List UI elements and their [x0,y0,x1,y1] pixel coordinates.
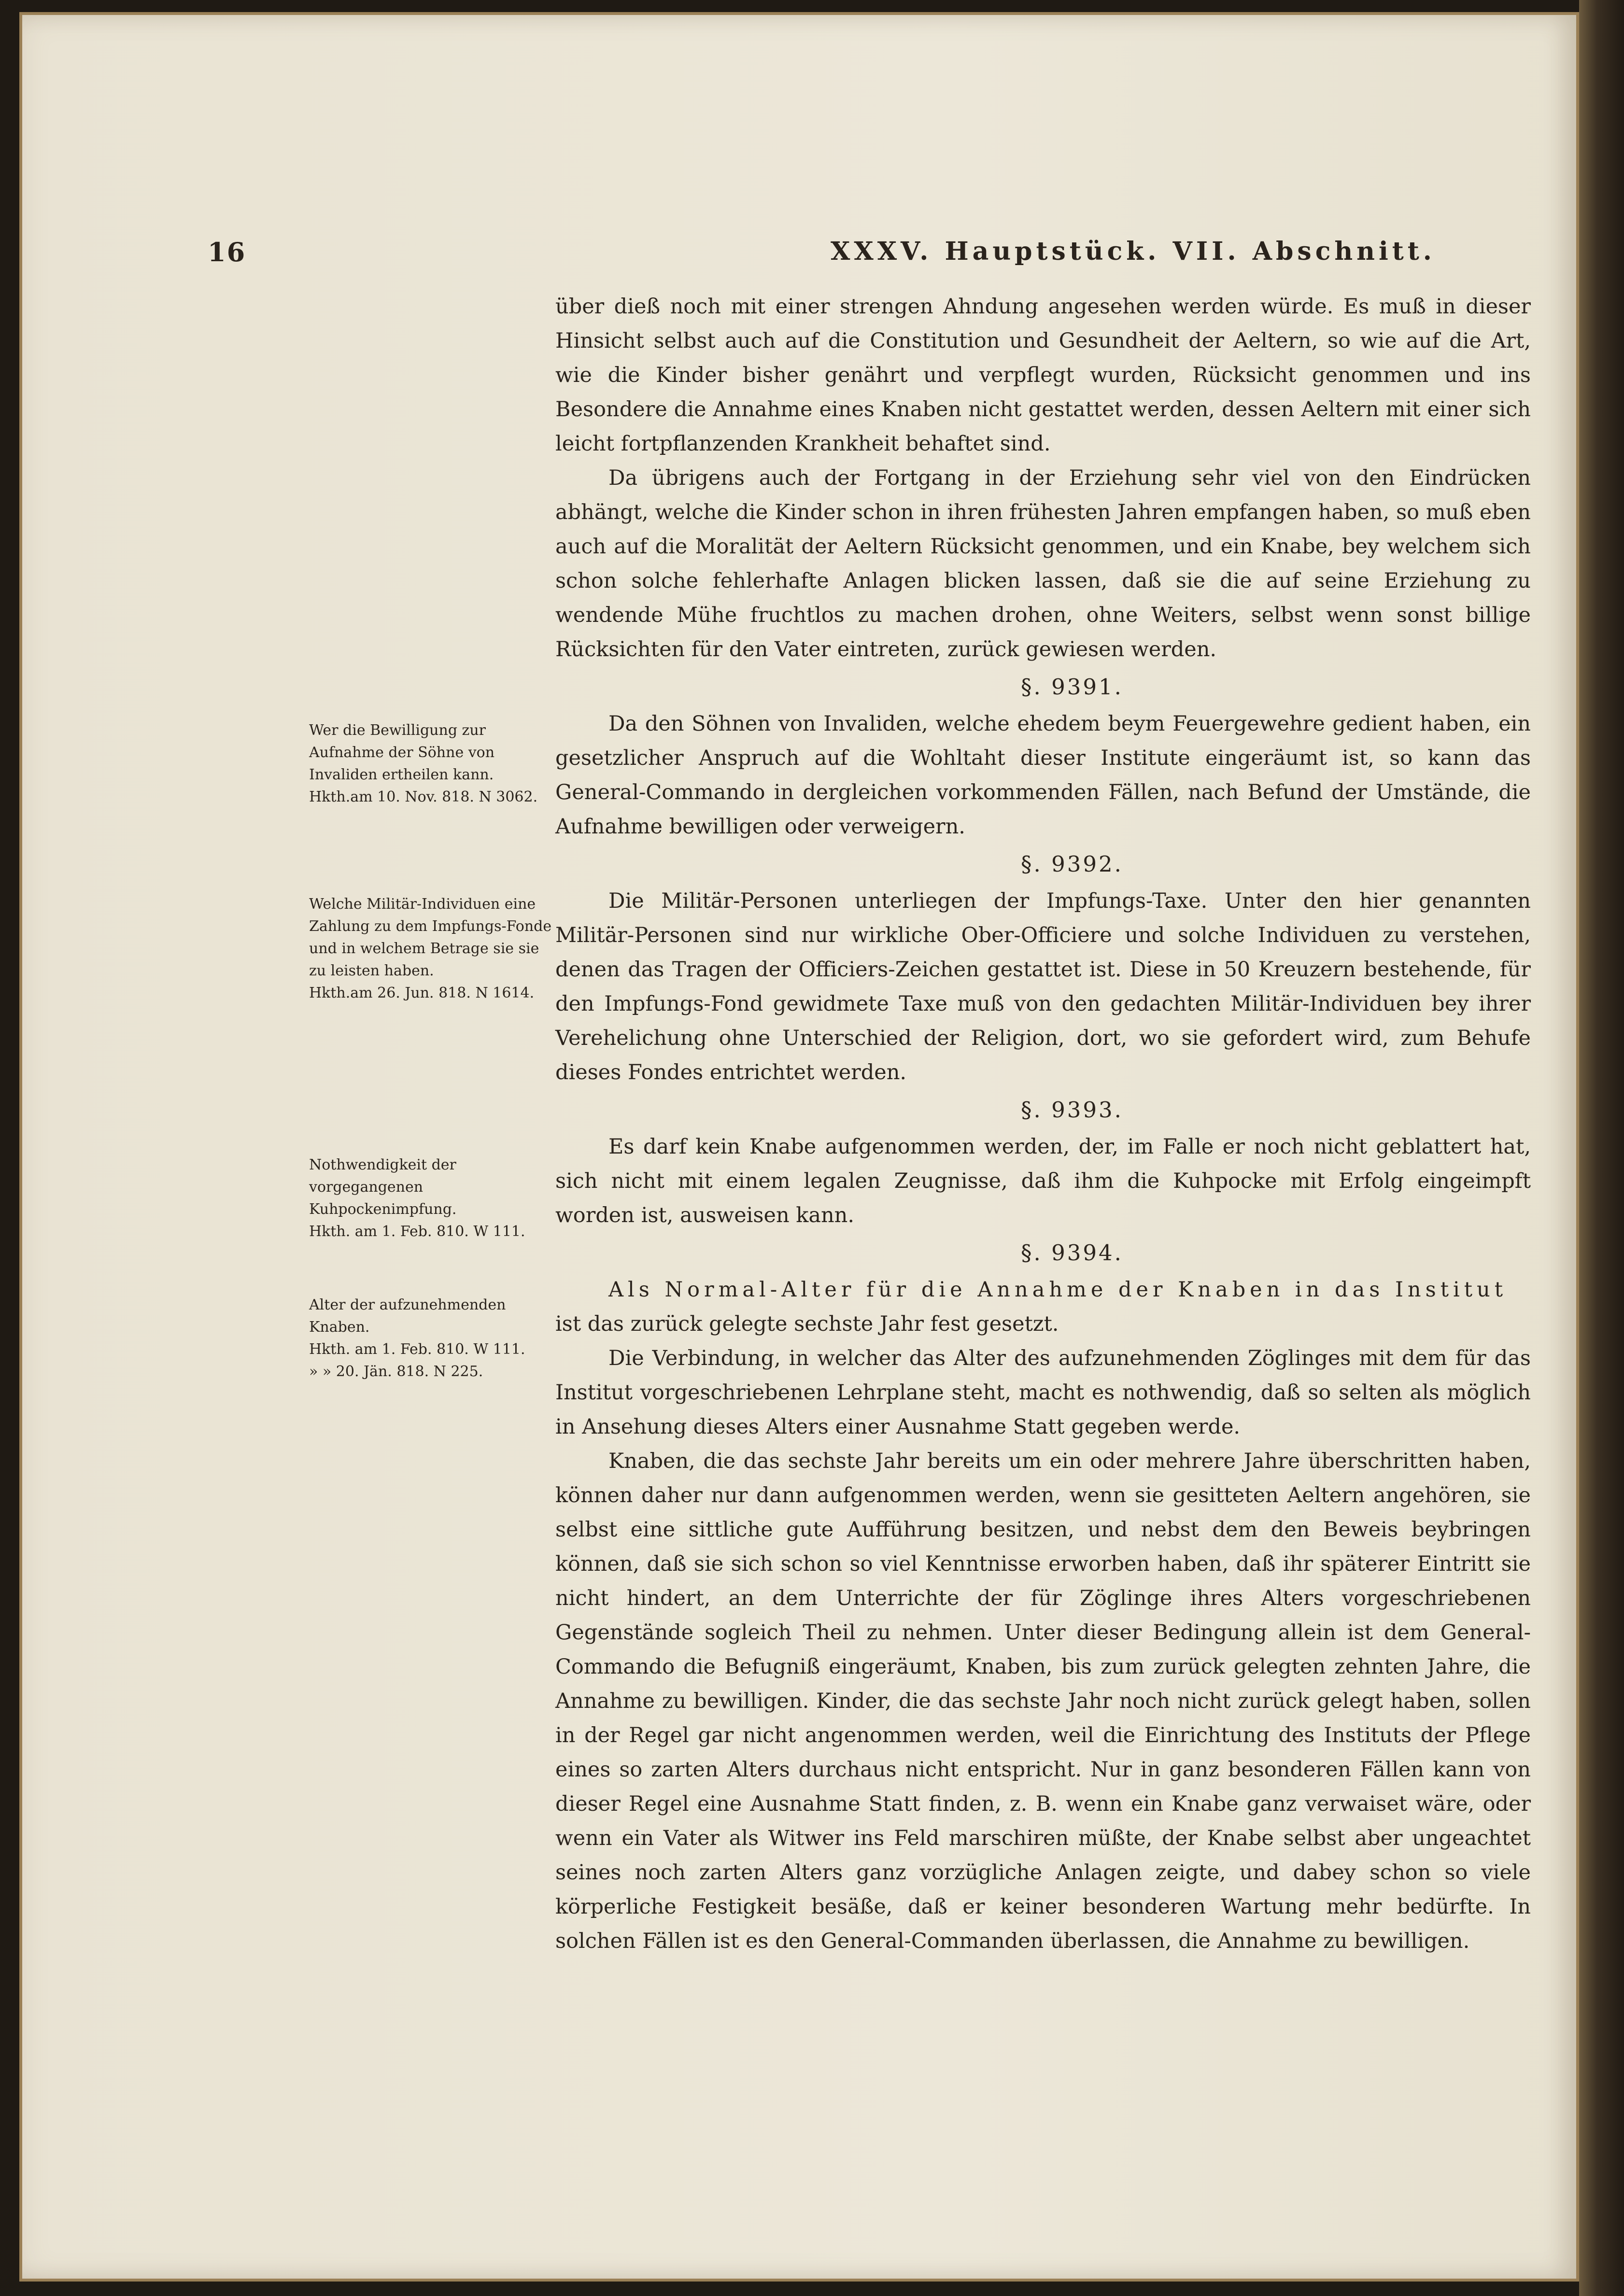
margin-note-ref: Hkth. am 1. Feb. 810. W 111. [309,1223,525,1240]
paragraph-2: Da übrigens auch der Fortgang in der Erziehung sehr viel von den Eindrücken abhängt, welche die Kinder schon in ihren frühesten Jahren empfangen haben, so muß eben auch auf die Moralität der Aeltern Rücksicht genommen, und ein Knabe, bey welchem sich schon solche fehlerhafte Anlagen blicken lassen, daß sie die auf seine Erziehung zu wendende Mühe fruchtlos zu machen drohen, ohne Weiters, selbst wenn sonst billige Rücksichten für den Vater eintreten, zurück gewiesen werden. [555,466,1531,662]
page-number: 16 [208,237,246,268]
margin-note-text: Wer die Bewilligung zur Aufnahme der Söhne von Invaliden ertheilen kann. [309,722,495,783]
paragraph-9394-knaben: Knaben, die das sechste Jahr bereits um ein oder mehrere Jahre überschritten haben, können daher nur dann aufgenommen werden, wenn sie gesitteten Aeltern angehören, sie selbst eine sittliche gute Aufführung besitzen, und nebst dem den Beweis beybringen können, daß sie sich schon so viel Kenntnisse erworben haben, daß ihr späterer Eintritt sie nicht hindert, an dem Unterrichte der für Zöglinge ihres Alters vorgeschriebenen Gegenstände sogleich Theil zu nehmen. Unter dieser Bedingung allein ist dem General-Commando die Befugniß eingeräumt, Knaben, bis zum zurück gelegten zehnten Jahre, die Annahme zu bewilligen. Kinder, die das sechste Jahr noch nicht zurück gelegt haben, sollen in der Regel gar nicht angenommen werden, weil die Einrichtung des Instituts der Pflege eines so zarten Alters durchaus nicht entspricht. Nur in ganz besonderen Fällen kann von dieser Regel eine Ausnahme Statt finden, z. B. wenn ein Knabe ganz verwaiset wäre, oder wenn ein Vater als Witwer ins Feld marschiren müßte, der Knabe selbst aber ungeachtet seines noch zarten Alters ganz vorzügliche Anlagen zeigte, und dabey schon so viele körperliche Festigkeit besäße, daß er keiner besonderen Wartung mehr bedürfte. In solchen Fällen ist es den General-Commanden überlassen, die Annahme zu bewilligen. [555,1449,1531,1953]
margin-note-ref-2: » » 20. Jän. 818. N 225. [309,1363,483,1380]
margin-note-impfung-fond [309,893,560,1004]
margin-note-alter [309,1294,560,1383]
margin-note-kuhpocken [309,1154,560,1243]
book-spine [1579,0,1624,2296]
margin-note-ref: Hkth.am 26. Jun. 818. N 1614. [309,985,535,1001]
paragraph-1: über dieß noch mit einer strengen Ahndung angesehen werden würde. Es muß in dieser Hinsicht selbst auch auf die Constitution und Gesundheit der Aeltern, so wie auf die Art, wie die Kinder bisher genährt und verpflegt wurden, Rücksicht genommen und ins Besondere die Annahme eines Knaben nicht gestattet werden, dessen Aeltern mit einer sich leicht fortpflanzenden Krankheit behaftet sind. [555,295,1531,456]
margin-note-ref: Hkth. am 1. Feb. 810. W 111. [309,1341,525,1358]
paragraph-9394-verbindung: Die Verbindung, in welcher das Alter des aufzunehmenden Zöglinges mit dem für das Institut vorgeschriebenen Lehrplane steht, macht es nothwendig, daß so selten als möglich in Ansehung dieses Alters einer Ausnahme Statt gegeben werde. [555,1346,1531,1439]
margin-note-ref: Hkth.am 10. Nov. 818. N 3062. [309,789,538,805]
section-9394-heading: §. 9394. [1021,1240,1123,1266]
paragraph-9391: Da den Söhnen von Invaliden, welche ehedem beym Feuergewehre gedient haben, ein gesetzlicher Anspruch auf die Wohltaht dieser Institute eingeräumt ist, so kann das General-Commando in dergleichen vorkommenden Fällen, nach Befund der Umstände, die Aufnahme bewilligen oder verweigern. [555,712,1531,839]
main-text [555,290,1531,1958]
paragraph-9394-normal-alter-cont: ist das zurück gelegte sechste Jahr fest gesetzt. [555,1312,1059,1336]
section-9393-heading: §. 9393. [1021,1097,1123,1123]
paragraph-9392: Die Militär-Personen unterliegen der Impfungs-Taxe. Unter den hier genannten Militär-Personen sind nur wirkliche Ober-Officiere und solche Individuen zu verstehen, denen das Tragen der Officiers-Zeichen gestattet ist. Diese in 50 Kreuzern bestehende, für den Impfungs-Fond gewidmete Taxe muß von den gedachten Militär-Individuen bey ihrer Verehelichung ohne Unterschied der Religion, dort, wo sie gefordert wird, zum Behufe dieses Fondes entrichtet werden. [555,889,1531,1085]
paragraph-9393: Es darf kein Knabe aufgenommen werden, der, im Falle er noch nicht geblattert hat, sich nicht mit einem legalen Zeugnisse, daß ihm die Kuhpocke mit Erfolg eingeimpft worden ist, ausweisen kann. [555,1135,1531,1227]
margin-note-text: Alter der aufzunehmenden Knaben. [309,1296,506,1336]
page-header [0,237,1624,275]
running-head: XXXV. Hauptstück. VII. Abschnitt. [831,237,1436,266]
margin-note-text: Nothwendigkeit der vorgegangenen Kuhpockenimpfung. [309,1156,457,1218]
margin-note-text: Welche Militär-Individuen eine Zahlung zu dem Impfungs-Fonde und in welchem Betrage sie sie zu leisten haben. [309,896,552,979]
section-9391-heading: §. 9391. [1021,674,1123,700]
margin-note-invaliden [309,719,560,808]
paragraph-9394-normal-alter: Als Normal-Alter für die Annahme der Knaben in das Institut [608,1278,1507,1302]
section-9392-heading: §. 9392. [1021,851,1123,877]
